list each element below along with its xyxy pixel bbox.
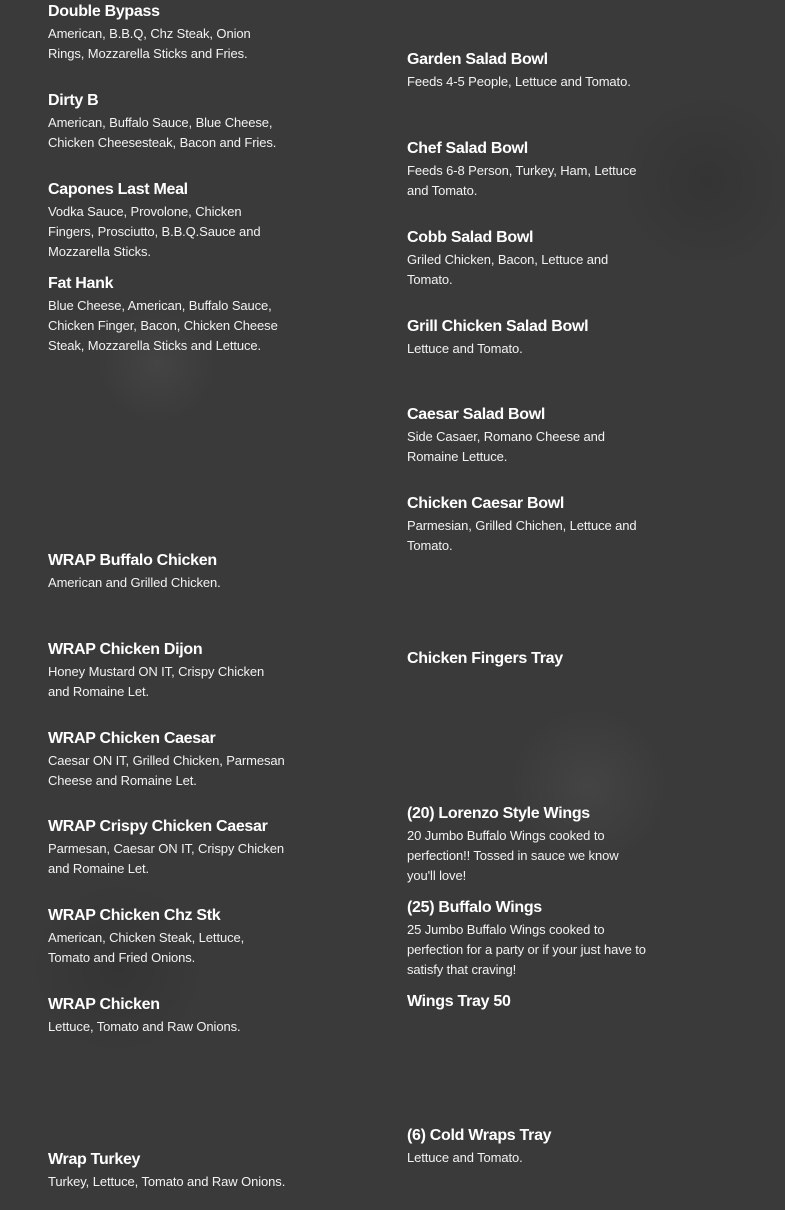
item-name: Fat Hank <box>48 275 114 292</box>
menu-item-capones-last-meal <box>48 180 288 262</box>
item-name: (20) Lorenzo Style Wings <box>407 805 590 822</box>
item-name: Chicken Fingers Tray <box>407 650 563 667</box>
menu-item-wrap-chicken <box>48 995 288 1037</box>
menu-item-caesar-salad-bowl <box>407 405 647 467</box>
item-name: Garden Salad Bowl <box>407 51 548 68</box>
item-description: Griled Chicken, Bacon, Lettuce and Tomato. <box>407 252 609 287</box>
item-name: Chicken Caesar Bowl <box>407 495 565 512</box>
item-description: American, Chicken Steak, Lettuce, Tomato and Fried Onions. <box>48 930 245 965</box>
item-name: Wrap Turkey <box>48 1151 141 1168</box>
menu-item-chicken-caesar-bowl <box>407 494 647 556</box>
item-description: Side Casaer, Romano Cheese and Romaine Lettuce. <box>407 429 605 464</box>
menu-item-lorenzo-style-wings <box>407 804 647 886</box>
item-description: Lettuce, Tomato and Raw Onions. <box>48 1019 241 1034</box>
item-description: Parmesan, Caesar ON IT, Crispy Chicken and Romaine Let. <box>48 841 285 876</box>
item-name: Double Bypass <box>48 3 160 20</box>
menu-item-cobb-salad-bowl <box>407 228 647 290</box>
item-name: WRAP Buffalo Chicken <box>48 552 217 569</box>
item-description: Feeds 4-5 People, Lettuce and Tomato. <box>407 74 631 89</box>
item-name: WRAP Chicken <box>48 996 160 1013</box>
menu-item-wrap-turkey <box>48 1150 288 1192</box>
item-description: Lettuce and Tomato. <box>407 341 523 356</box>
item-description: American, Buffalo Sauce, Blue Cheese, Chicken Cheesesteak, Bacon and Fries. <box>48 115 277 150</box>
menu-item-cold-wraps-tray <box>407 1126 647 1168</box>
menu-item-fat-hank <box>48 274 288 356</box>
item-name: WRAP Chicken Chz Stk <box>48 907 221 924</box>
menu-item-garden-salad-bowl <box>407 50 647 92</box>
item-description: Parmesian, Grilled Chichen, Lettuce and Tomato. <box>407 518 637 553</box>
item-description: Caesar ON IT, Grilled Chicken, Parmesan Cheese and Romaine Let. <box>48 753 285 788</box>
menu-item-chicken-fingers-tray <box>407 649 647 669</box>
item-name: WRAP Chicken Caesar <box>48 730 216 747</box>
item-name: (6) Cold Wraps Tray <box>407 1127 552 1144</box>
menu-item-grill-chicken-salad-bowl <box>407 317 647 359</box>
item-name: WRAP Chicken Dijon <box>48 641 203 658</box>
item-description: 20 Jumbo Buffalo Wings cooked to perfection!! Tossed in sauce we know you'll love! <box>407 828 619 883</box>
item-name: Wings Tray 50 <box>407 993 511 1010</box>
menu-item-dirty-b <box>48 91 288 153</box>
menu-item-wrap-buffalo-chicken <box>48 551 288 593</box>
item-description: Turkey, Lettuce, Tomato and Raw Onions. <box>48 1174 286 1189</box>
menu-item-buffalo-wings <box>407 898 647 980</box>
menu-item-wrap-crispy-chicken-caesar <box>48 817 288 879</box>
item-description: American and Grilled Chicken. <box>48 575 221 590</box>
item-description: Feeds 6-8 Person, Turkey, Ham, Lettuce and Tomato. <box>407 163 637 198</box>
item-name: Cobb Salad Bowl <box>407 229 534 246</box>
item-name: (25) Buffalo Wings <box>407 899 542 916</box>
menu-item-double-bypass <box>48 2 288 64</box>
item-name: Chef Salad Bowl <box>407 140 528 157</box>
item-description: Vodka Sauce, Provolone, Chicken Fingers, Prosciutto, B.B.Q.Sauce and Mozzarella Sticks. <box>48 204 261 259</box>
menu-item-wrap-chicken-dijon <box>48 640 288 702</box>
item-description: Lettuce and Tomato. <box>407 1150 523 1165</box>
item-description: Blue Cheese, American, Buffalo Sauce, Chicken Finger, Bacon, Chicken Cheese Steak, Mozzarella Sticks and Lettuce. <box>48 298 278 353</box>
item-name: WRAP Crispy Chicken Caesar <box>48 818 268 835</box>
item-name: Dirty B <box>48 92 99 109</box>
item-description: Honey Mustard ON IT, Crispy Chicken and Romaine Let. <box>48 664 265 699</box>
item-name: Caesar Salad Bowl <box>407 406 546 423</box>
item-name: Capones Last Meal <box>48 181 188 198</box>
menu-item-wrap-chicken-caesar <box>48 729 288 791</box>
menu-item-wings-tray-50 <box>407 992 647 1012</box>
menu-item-chef-salad-bowl <box>407 139 647 201</box>
item-description: American, B.B.Q, Chz Steak, Onion Rings, Mozzarella Sticks and Fries. <box>48 26 251 61</box>
item-description: 25 Jumbo Buffalo Wings cooked to perfection for a party or if your just have to satisfy that craving! <box>407 922 646 977</box>
menu-item-wrap-chicken-chz-stk <box>48 906 288 968</box>
item-name: Grill Chicken Salad Bowl <box>407 318 589 335</box>
